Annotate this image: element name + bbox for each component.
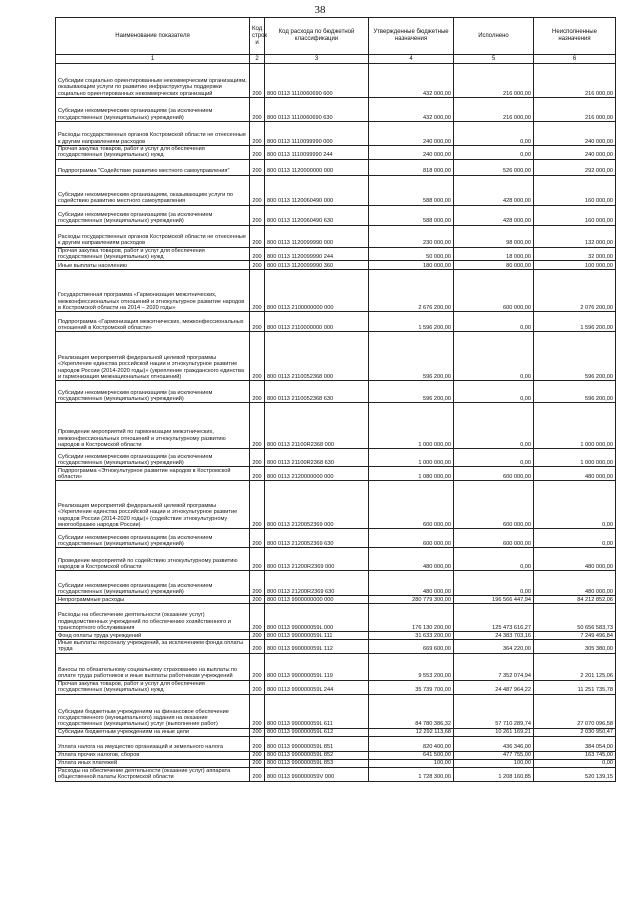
column-number: 4 [369, 55, 454, 64]
row-approved: 1 728 300,00 [369, 767, 454, 781]
row-name: Субсидии некоммерческим организациям, оказывающим услуги по содействию развитию местного самоуправления [56, 175, 250, 205]
row-unexecuted: 11 251 735,78 [534, 680, 616, 694]
header-budget-classification: Код расхода по бюджетной классификации [265, 18, 369, 55]
row-name: Уплата прочих налогов, сборов [56, 751, 250, 759]
row-executed: 216 000,00 [454, 98, 534, 122]
table-row [56, 205, 616, 225]
row-classification: 800 0113 1120000000 000 [265, 159, 369, 175]
row-classification: 800 0113 21100R2368 000 [265, 403, 369, 449]
table-row [56, 312, 616, 332]
row-approved: 600 000,00 [369, 529, 454, 548]
row-unexecuted: 0,00 [534, 759, 616, 767]
column-number: 6 [534, 55, 616, 64]
row-approved: 31 633 200,00 [369, 632, 454, 640]
row-line-code: 200 [250, 604, 265, 632]
row-name: Прочая закупка товаров, работ и услуг для обеспечения государственных (муниципальных) нужд [56, 680, 250, 694]
row-name: Прочая закупка товаров, работ и услуг для обеспечения государственных (муниципальных) нужд [56, 146, 250, 160]
row-classification: 800 0113 990000059L 611 [265, 694, 369, 728]
table-row [56, 653, 616, 680]
row-executed: 24 487 964,22 [454, 680, 534, 694]
row-executed: 600 000,00 [454, 467, 534, 481]
row-unexecuted: 1 000 000,00 [534, 403, 616, 449]
row-line-code: 200 [250, 270, 265, 312]
header-row [56, 18, 616, 55]
table-row [56, 225, 616, 247]
row-executed: 100,00 [454, 759, 534, 767]
row-approved: 230 000,00 [369, 225, 454, 247]
row-unexecuted: 2 076 200,00 [534, 270, 616, 312]
table-row [56, 247, 616, 261]
row-approved: 240 000,00 [369, 146, 454, 160]
table-row [56, 98, 616, 122]
row-classification: 800 0113 1110060690 600 [265, 64, 369, 98]
row-name: Субсидии некоммерческим организациям (за исключением государственных (муниципальных) учреждений) [56, 381, 250, 403]
row-approved: 176 130 200,00 [369, 604, 454, 632]
row-line-code: 200 [250, 312, 265, 332]
table-row [56, 759, 616, 767]
row-line-code: 200 [250, 225, 265, 247]
header-line-code: Код строк и [250, 18, 265, 55]
table-row [56, 596, 616, 604]
header-executed: Исполнено [454, 18, 534, 55]
row-unexecuted: 0,00 [534, 529, 616, 548]
row-unexecuted: 480 000,00 [534, 571, 616, 596]
row-line-code: 200 [250, 767, 265, 781]
row-classification: 800 0113 2120000000 000 [265, 467, 369, 481]
row-approved: 669 600,00 [369, 640, 454, 654]
table-row [56, 571, 616, 596]
row-name: Расходы государственных органов Костромской области не отнесенные к другим направлениям расходов [56, 225, 250, 247]
row-executed: 600 000,00 [454, 529, 534, 548]
row-name: Проведение мероприятий по гармонизации межэтнических, межконфессиональных отношений и этнокультурному развитию народов в Костромской области [56, 403, 250, 449]
row-approved: 1 000 000,00 [369, 449, 454, 467]
row-unexecuted: 32 000,00 [534, 247, 616, 261]
row-line-code: 200 [250, 332, 265, 381]
row-approved: 596 200,00 [369, 332, 454, 381]
row-classification: 800 0113 2120052369 000 [265, 481, 369, 529]
row-name: Расходы на обеспечение деятельности (оказание услуг) аппарата общественной палаты Костромской области [56, 767, 250, 781]
row-name: Фонд оплаты труда учреждений [56, 632, 250, 640]
row-classification: 800 0113 21200R2369 000 [265, 548, 369, 571]
row-name: Субсидии бюджетным учреждениям на финансовое обеспечение государственного (муниципального) задания на оказание государственных (муниципальных) услуг (выполнение работ) [56, 694, 250, 728]
row-name: Субсидии некоммерческим организациям (за исключением государственных (муниципальных) учреждений) [56, 529, 250, 548]
row-executed: 196 566 447,94 [454, 596, 534, 604]
row-name: Субсидии некоммерческим организациям (за исключением государственных (муниципальных) учреждений) [56, 98, 250, 122]
row-executed: 436 346,00 [454, 736, 534, 751]
column-number: 1 [56, 55, 250, 64]
row-executed: 125 473 616,27 [454, 604, 534, 632]
row-unexecuted: 480 000,00 [534, 548, 616, 571]
row-approved: 432 000,00 [369, 64, 454, 98]
row-unexecuted: 163 745,00 [534, 751, 616, 759]
row-classification: 800 0113 2120052369 630 [265, 529, 369, 548]
table-row [56, 467, 616, 481]
row-name: Подпрограмма "Содействие развитию местного самоуправления" [56, 159, 250, 175]
row-executed: 477 755,00 [454, 751, 534, 759]
row-name: Субсидии некоммерческим организациям (за исключением государственных (муниципальных) учреждений) [56, 449, 250, 467]
table-row [56, 767, 616, 781]
row-line-code: 200 [250, 98, 265, 122]
row-line-code: 200 [250, 64, 265, 98]
row-classification: 800 0113 1110099990 244 [265, 146, 369, 160]
table-row [56, 529, 616, 548]
row-line-code: 200 [250, 571, 265, 596]
row-name: Субсидии бюджетным учреждениям на иные цели [56, 728, 250, 736]
row-executed: 98 000,00 [454, 225, 534, 247]
row-approved: 432 000,00 [369, 98, 454, 122]
row-unexecuted: 100 000,00 [534, 261, 616, 270]
row-classification: 800 0113 990000059L 000 [265, 604, 369, 632]
row-unexecuted: 305 380,00 [534, 640, 616, 654]
column-number-row [56, 55, 616, 64]
table-row [56, 403, 616, 449]
row-name: Иные выплаты персоналу учреждений, за исключением фонда оплаты труда [56, 640, 250, 654]
header-approved: Утвержденные бюджетные назначения [369, 18, 454, 55]
row-line-code: 200 [250, 467, 265, 481]
row-unexecuted: 292 000,00 [534, 159, 616, 175]
row-name: Проведение мероприятий по содействию этнокультурному развитию народов в Костромской области [56, 548, 250, 571]
table-row [56, 175, 616, 205]
row-executed: 80 000,00 [454, 261, 534, 270]
table-row [56, 261, 616, 270]
row-classification: 800 0113 990000059L 853 [265, 759, 369, 767]
row-name: Подпрограмма «Гармонизация межэтнических, межконфессиональных отношений в Костромской области» [56, 312, 250, 332]
row-approved: 1 000 000,00 [369, 403, 454, 449]
row-classification: 800 0113 1120099990 244 [265, 247, 369, 261]
header-indicator-name: Наименование показателя [56, 18, 250, 55]
row-executed: 600 000,00 [454, 481, 534, 529]
row-classification: 800 0113 1120060490 000 [265, 175, 369, 205]
row-line-code: 200 [250, 680, 265, 694]
row-executed: 216 000,00 [454, 64, 534, 98]
row-approved: 100,00 [369, 759, 454, 767]
row-unexecuted: 520 139,15 [534, 767, 616, 781]
row-name: Иные выплаты населению [56, 261, 250, 270]
row-classification: 800 0113 2110000000 000 [265, 312, 369, 332]
row-classification: 800 0113 990000059L 852 [265, 751, 369, 759]
row-line-code: 200 [250, 205, 265, 225]
table-row [56, 751, 616, 759]
row-unexecuted: 596 200,00 [534, 332, 616, 381]
row-name: Субсидии некоммерческим организациям (за исключением государственных (муниципальных) учреждений) [56, 571, 250, 596]
row-approved: 84 780 386,32 [369, 694, 454, 728]
row-executed: 10 261 169,21 [454, 728, 534, 736]
row-classification: 800 0113 990000059V 000 [265, 767, 369, 781]
table-row [56, 270, 616, 312]
row-name: Непрограммные расходы [56, 596, 250, 604]
table-row [56, 548, 616, 571]
row-classification: 800 0113 2110052368 000 [265, 332, 369, 381]
row-executed: 0,00 [454, 381, 534, 403]
row-approved: 641 500,00 [369, 751, 454, 759]
row-unexecuted: 7 249 496,84 [534, 632, 616, 640]
row-classification: 800 0113 990000059L 851 [265, 736, 369, 751]
row-executed: 0,00 [454, 548, 534, 571]
row-line-code: 200 [250, 403, 265, 449]
row-approved: 480 000,00 [369, 548, 454, 571]
row-executed: 600 000,00 [454, 270, 534, 312]
row-unexecuted: 216 000,00 [534, 98, 616, 122]
expenditure-table [55, 17, 616, 782]
row-line-code: 200 [250, 122, 265, 146]
column-number: 2 [250, 55, 265, 64]
row-executed: 57 710 289,74 [454, 694, 534, 728]
row-approved: 180 000,00 [369, 261, 454, 270]
row-executed: 24 383 703,16 [454, 632, 534, 640]
row-executed: 18 000,00 [454, 247, 534, 261]
row-unexecuted: 160 000,00 [534, 205, 616, 225]
row-executed: 364 220,00 [454, 640, 534, 654]
table-row [56, 694, 616, 728]
row-line-code: 200 [250, 728, 265, 736]
row-unexecuted: 480 000,00 [534, 467, 616, 481]
row-approved: 12 292 113,68 [369, 728, 454, 736]
row-line-code: 200 [250, 640, 265, 654]
row-executed: 0,00 [454, 403, 534, 449]
row-name: Прочая закупка товаров, работ и услуг для обеспечения государственных (муниципальных) нужд [56, 247, 250, 261]
row-classification: 800 0113 2110052368 630 [265, 381, 369, 403]
row-approved: 240 000,00 [369, 122, 454, 146]
row-approved: 1 080 000,00 [369, 467, 454, 481]
row-classification: 800 0113 1120099990 000 [265, 225, 369, 247]
row-line-code: 200 [250, 529, 265, 548]
row-unexecuted: 27 070 096,58 [534, 694, 616, 728]
row-classification: 800 0113 9900000000 000 [265, 596, 369, 604]
table-row [56, 122, 616, 146]
row-approved: 600 000,00 [369, 481, 454, 529]
column-number: 5 [454, 55, 534, 64]
row-approved: 480 000,00 [369, 571, 454, 596]
row-unexecuted: 1 000 000,00 [534, 449, 616, 467]
row-executed: 0,00 [454, 312, 534, 332]
row-unexecuted: 84 212 852,06 [534, 596, 616, 604]
row-name: Реализация мероприятий федеральной целевой программы «Укрепление единства российской нации и этнокультурное развитие народов России (2014-2020 годы)» (содействие этнокультурному многообразию народов России) [56, 481, 250, 529]
row-unexecuted: 1 596 200,00 [534, 312, 616, 332]
row-line-code: 200 [250, 632, 265, 640]
row-line-code: 200 [250, 548, 265, 571]
table-row [56, 449, 616, 467]
row-classification: 800 0113 990000059L 111 [265, 632, 369, 640]
row-approved: 596 200,00 [369, 381, 454, 403]
row-unexecuted: 50 656 583,73 [534, 604, 616, 632]
row-line-code: 200 [250, 481, 265, 529]
row-approved: 50 000,00 [369, 247, 454, 261]
row-unexecuted: 2 201 125,06 [534, 653, 616, 680]
row-executed: 7 352 074,94 [454, 653, 534, 680]
table-row [56, 64, 616, 98]
row-classification: 800 0113 1120099990 360 [265, 261, 369, 270]
row-name: Государственная программа «Гармонизация межэтнических, межконфессиональных отношений и этнокультурное развитие народов в Костромской области на 2014 – 2020 годы» [56, 270, 250, 312]
table-row [56, 736, 616, 751]
row-executed: 0,00 [454, 449, 534, 467]
table-row [56, 381, 616, 403]
row-unexecuted: 240 000,00 [534, 146, 616, 160]
row-line-code: 200 [250, 261, 265, 270]
table-body [56, 64, 616, 782]
row-classification: 800 0113 1110060690 630 [265, 98, 369, 122]
row-line-code: 200 [250, 159, 265, 175]
page-number: 38 [314, 4, 326, 16]
row-classification: 800 0113 990000059L 112 [265, 640, 369, 654]
row-approved: 35 739 700,00 [369, 680, 454, 694]
row-unexecuted: 240 000,00 [534, 122, 616, 146]
row-executed: 0,00 [454, 332, 534, 381]
table-row [56, 632, 616, 640]
table-row [56, 680, 616, 694]
row-executed: 428 000,00 [454, 175, 534, 205]
row-executed: 0,00 [454, 122, 534, 146]
row-line-code: 200 [250, 381, 265, 403]
row-name: Подпрограмма «Этнокультурное развитие народов в Костромской области» [56, 467, 250, 481]
table-row [56, 481, 616, 529]
row-classification: 800 0113 21100R2368 630 [265, 449, 369, 467]
row-line-code: 200 [250, 694, 265, 728]
row-line-code: 200 [250, 175, 265, 205]
column-number: 3 [265, 55, 369, 64]
row-executed: 428 000,00 [454, 205, 534, 225]
row-executed: 0,00 [454, 571, 534, 596]
row-unexecuted: 216 000,00 [534, 64, 616, 98]
row-executed: 0,00 [454, 146, 534, 160]
row-approved: 9 553 200,00 [369, 653, 454, 680]
row-unexecuted: 0,00 [534, 481, 616, 529]
row-classification: 800 0113 1110099990 000 [265, 122, 369, 146]
row-name: Субсидии некоммерческим организациям (за исключением государственных (муниципальных) учреждений) [56, 205, 250, 225]
row-name: Расходы государственных органов Костромской области не отнесенные к другим направлениям расходов [56, 122, 250, 146]
row-classification: 800 0113 2100000000 000 [265, 270, 369, 312]
row-approved: 1 596 200,00 [369, 312, 454, 332]
table-row [56, 728, 616, 736]
row-line-code: 200 [250, 596, 265, 604]
table-row [56, 159, 616, 175]
table-row [56, 604, 616, 632]
table-row [56, 640, 616, 654]
row-approved: 2 676 200,00 [369, 270, 454, 312]
row-name: Уплата иных платежей [56, 759, 250, 767]
row-line-code: 200 [250, 653, 265, 680]
row-classification: 800 0113 21200R2369 630 [265, 571, 369, 596]
row-classification: 800 0113 990000059L 244 [265, 680, 369, 694]
row-classification: 800 0113 990000059L 119 [265, 653, 369, 680]
row-line-code: 200 [250, 751, 265, 759]
row-unexecuted: 384 054,00 [534, 736, 616, 751]
row-line-code: 200 [250, 449, 265, 467]
row-approved: 818 000,00 [369, 159, 454, 175]
row-line-code: 200 [250, 146, 265, 160]
row-unexecuted: 2 030 950,47 [534, 728, 616, 736]
row-unexecuted: 132 000,00 [534, 225, 616, 247]
row-approved: 588 000,00 [369, 175, 454, 205]
row-name: Расходы на обеспечение деятельности (оказание услуг) подведомственных учреждений по обеспечению хозяйственного и транспортного обслуживания [56, 604, 250, 632]
row-executed: 526 000,00 [454, 159, 534, 175]
row-approved: 280 779 300,00 [369, 596, 454, 604]
header-unexecuted: Неисполненные назначения [534, 18, 616, 55]
row-line-code: 200 [250, 247, 265, 261]
row-name: Уплата налога на имущество организаций и земельного налога [56, 736, 250, 751]
table-row [56, 146, 616, 160]
row-executed: 1 208 160,85 [454, 767, 534, 781]
row-classification: 800 0113 990000059L 612 [265, 728, 369, 736]
row-name: Взносы по обязательному социальному страхованию на выплаты по оплате труда работников и иные выплаты работникам учреждений [56, 653, 250, 680]
row-unexecuted: 160 000,00 [534, 175, 616, 205]
row-unexecuted: 596 200,00 [534, 381, 616, 403]
row-classification: 800 0113 1120060490 630 [265, 205, 369, 225]
row-line-code: 200 [250, 736, 265, 751]
row-line-code: 200 [250, 759, 265, 767]
row-name: Реализация мероприятий федеральной целевой программы «Укрепление единства российской нации и этнокультурное развитие народов России (2014-2020 годы)» (укрепление гражданского единства и гармонизация межнациональных отношений) [56, 332, 250, 381]
table-row [56, 332, 616, 381]
row-name: Субсидии социально ориентированным некоммерческим организациям, оказывающим услуги по развитию инфраструктуры поддержки социально ориентированных некоммерческих организаций [56, 64, 250, 98]
row-approved: 820 400,00 [369, 736, 454, 751]
row-approved: 588 000,00 [369, 205, 454, 225]
